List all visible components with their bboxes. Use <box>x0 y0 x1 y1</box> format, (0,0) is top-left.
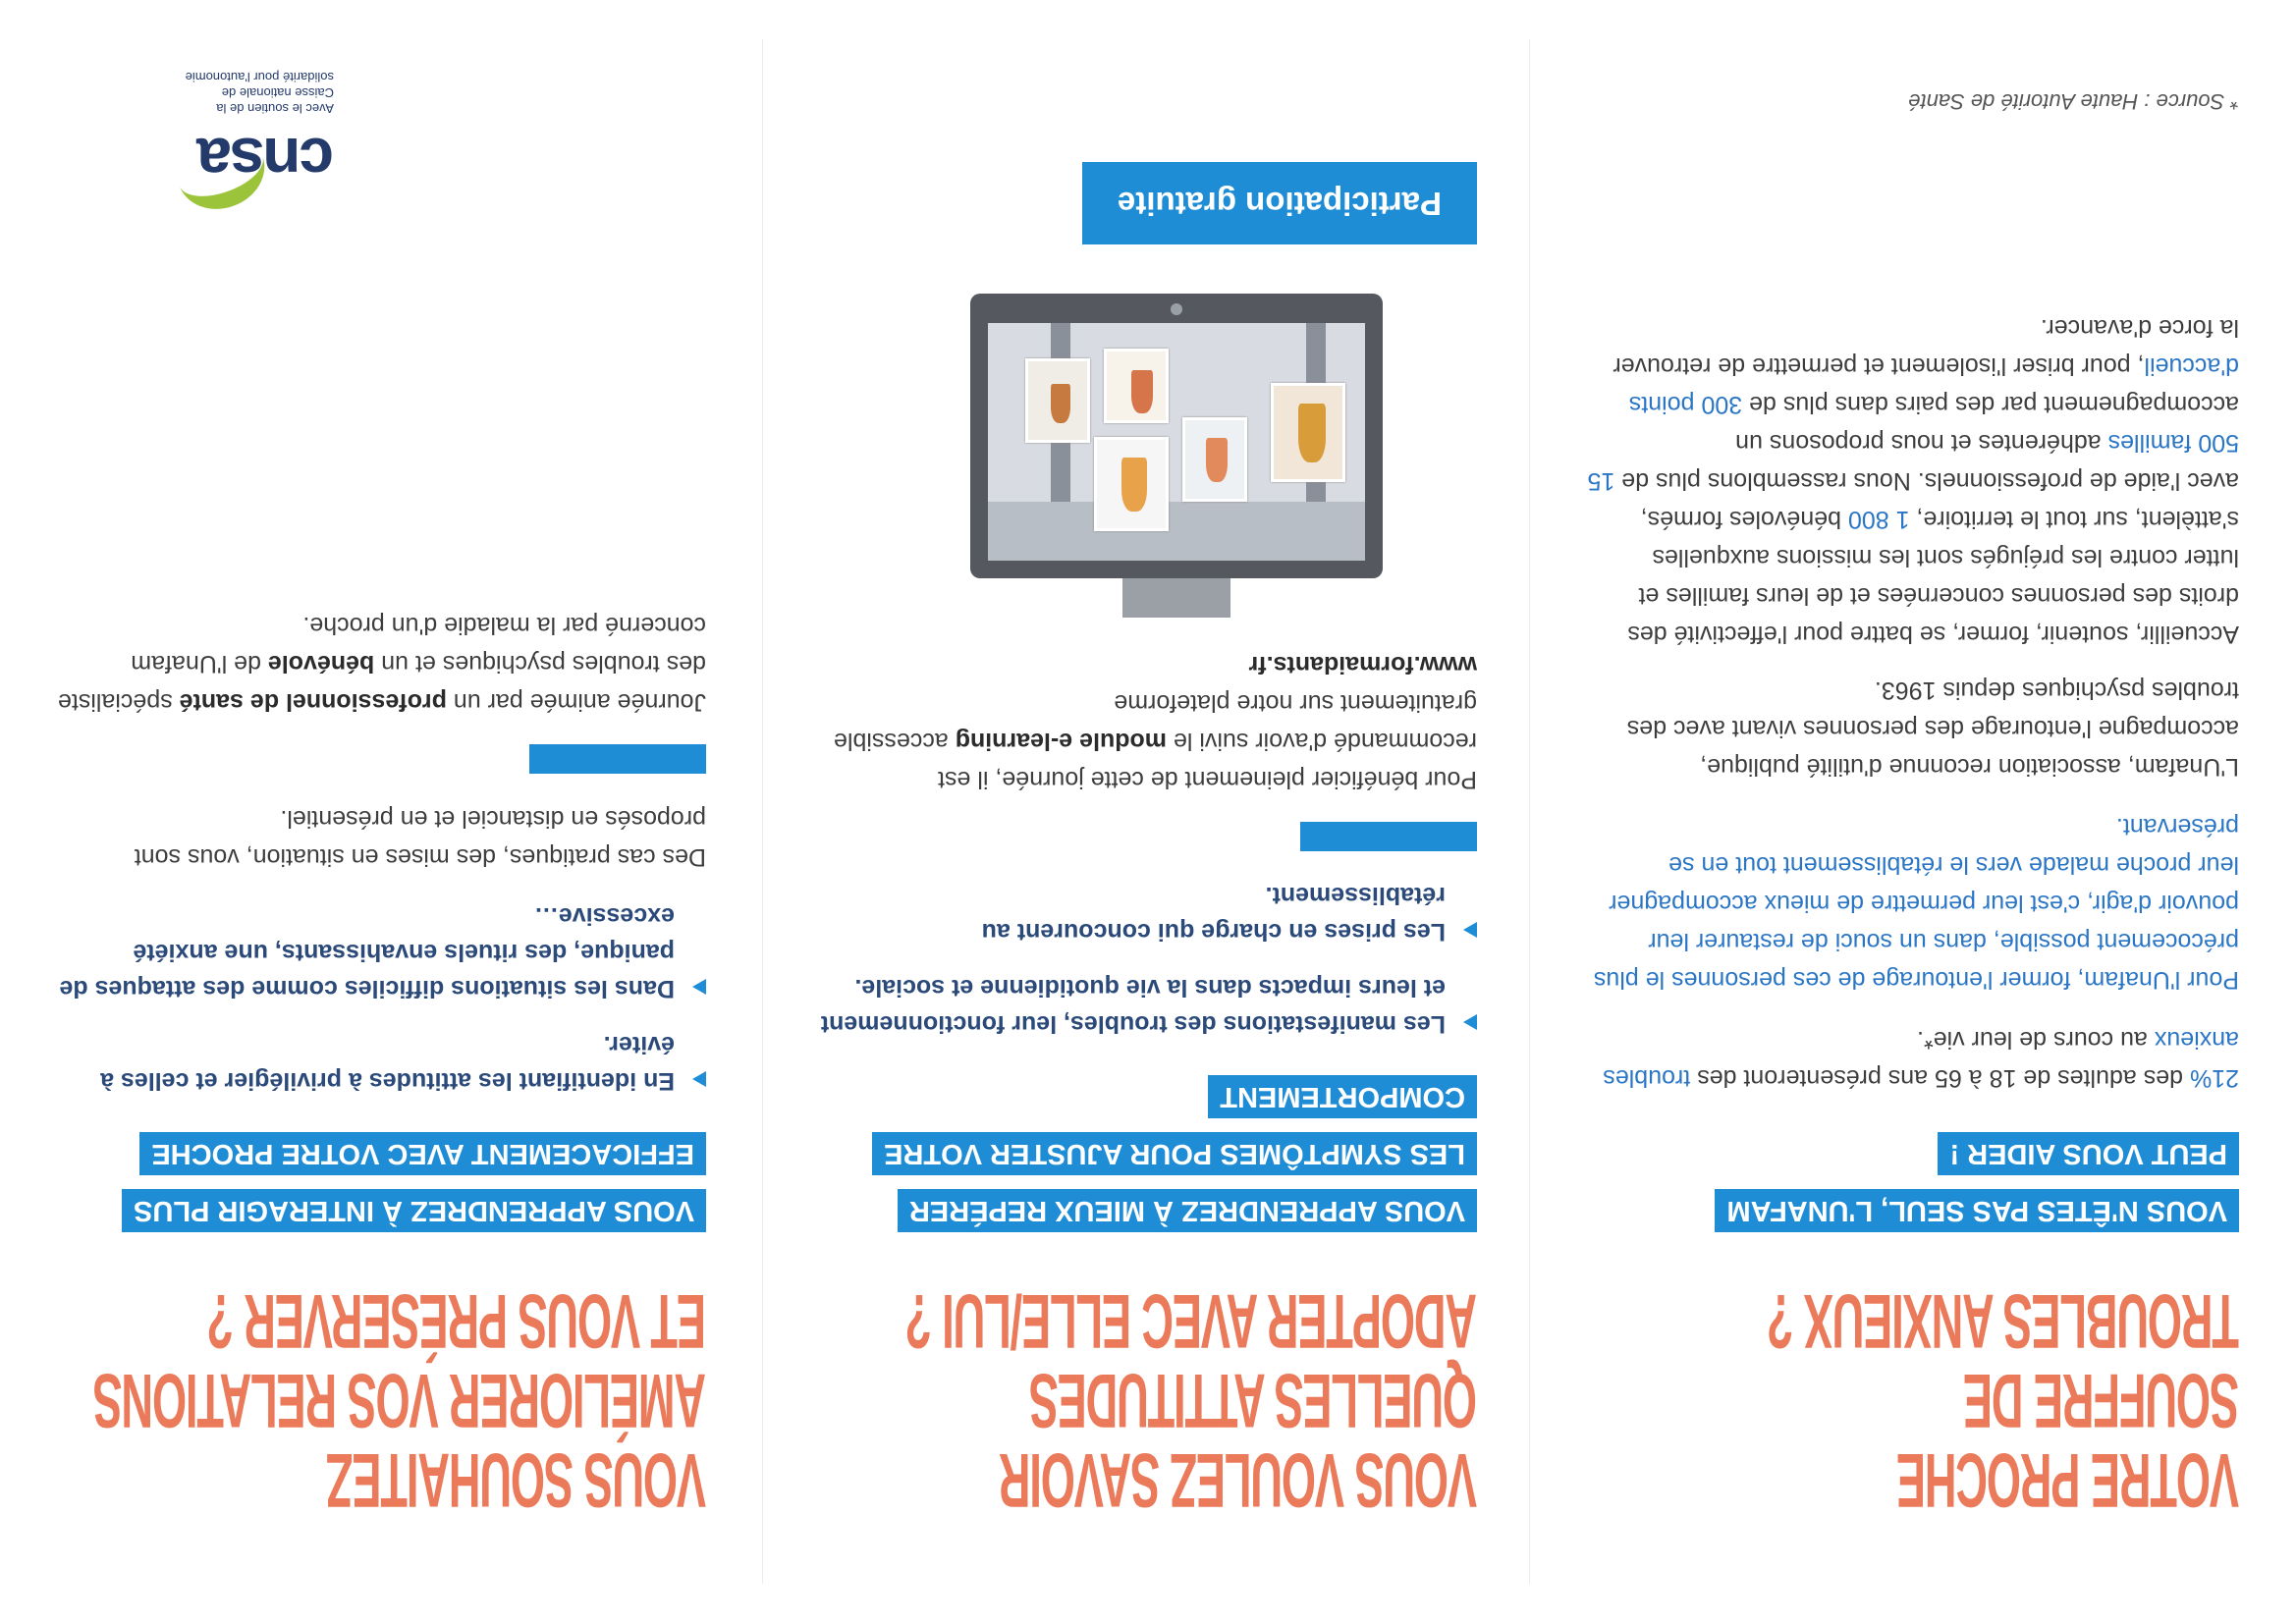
stat-paragraph <box>1587 1020 2239 1097</box>
title-line: VOUS SOUHAITEZ <box>327 1437 706 1524</box>
text: Accueillir, soutenir, former, se battre pour l'effectivité des droits des personnes concernées et de leurs familles et lutter contre les préjugés sont les missions auxquelles s'attèlent, sur tout le territoire, <box>1627 506 2239 648</box>
source-footnote: * Source : Haute Autorité de Santé <box>1908 89 2239 114</box>
panel-attitudes <box>763 0 1530 1623</box>
caption-line: Caisse nationale de <box>221 85 334 100</box>
stat-value: 21% <box>2189 1064 2239 1092</box>
divider-bar <box>529 744 706 774</box>
monitor-illustration <box>970 294 1383 618</box>
elearning-paragraph <box>820 645 1477 798</box>
formaidants-link[interactable]: www.formaidants.fr <box>1248 651 1477 678</box>
highlight: 300 points d'accueil <box>1628 352 2239 418</box>
screen-content <box>988 323 1365 561</box>
triangle-bullet-icon <box>1463 1014 1477 1030</box>
text: , pour briser l'isolement et permettre de retrouver la force d'avancer. <box>1613 314 2239 380</box>
caption-line: solidarité pour l'autonomie <box>185 70 334 84</box>
logo-caption <box>39 69 334 116</box>
list-item-text: Dans les situations difficiles comme des attaques de panique, des rituels envahissants, une anxiété excessive… <box>59 902 675 1002</box>
panel-relations <box>0 0 763 1623</box>
text: adhérentes et nous proposons un accompagnement par des pairs dans plus de <box>1735 391 2239 457</box>
title-line: TROUBLES ANXIEUX ? <box>1767 1278 2239 1365</box>
list-item <box>55 897 706 1006</box>
highlight: troubles anxieux <box>1603 1026 2239 1092</box>
text: de l'Unafam concerné par la maladie d'un proche. <box>131 612 706 677</box>
heading-bands <box>820 1061 1477 1232</box>
title-line: VOTRE PROCHE <box>1896 1437 2239 1524</box>
title-line: QUELLES ATTITUDES <box>1029 1358 1477 1444</box>
list-item <box>820 969 1477 1042</box>
heading-band: LES SYMPTÔMES POUR AJUSTER VOTRE <box>872 1132 1477 1175</box>
title-line: SOUFFRE DE <box>1964 1358 2239 1444</box>
heading-band: VOUS APPRENDREZ À MIEUX REPÉRER <box>898 1189 1477 1232</box>
list-item <box>55 1026 706 1099</box>
highlight: 1 800 <box>1847 506 1910 533</box>
heading-band: COMPORTEMENT <box>1208 1075 1477 1118</box>
webcam-icon <box>1171 303 1182 315</box>
cnsa-wordmark <box>198 124 334 196</box>
monitor-screen <box>970 294 1383 578</box>
heading-band: PEUT VOUS AIDER ! <box>1938 1132 2239 1175</box>
text: des adultes de 18 à 65 ans présenteront des <box>1690 1064 2190 1092</box>
heading-bands <box>55 1118 706 1232</box>
highlight: module e-learning <box>955 728 1167 755</box>
monitor-stand <box>1122 578 1230 618</box>
mission-paragraph: Pour l'Unafam, former l'entourage de ces personnes le plus précocement possible, dans un souci de restaurer leur pouvoir d'agir, c'est leur permettre de mieux accompagner leur proche malade vers le rétablissement tout en se préservant. <box>1593 813 2239 994</box>
text: Pour bénéficier pleinement de cette journée, il est recommandé d'avoir suivi le <box>938 728 1477 793</box>
panel-title <box>57 1278 706 1524</box>
text: spécialiste des troubles psychiques et un <box>57 650 706 716</box>
association-paragraph <box>1587 671 2239 785</box>
animation-paragraph <box>55 606 706 721</box>
triangle-bullet-icon <box>1463 922 1477 938</box>
skills-list <box>55 897 706 1099</box>
free-participation-badge: Participation gratuite <box>1082 162 1477 244</box>
divider-bar <box>1300 822 1477 851</box>
panel-title <box>1589 1278 2239 1524</box>
triangle-bullet-icon <box>692 979 706 995</box>
logo-text: cnsa <box>198 125 334 195</box>
cnsa-logo <box>39 69 334 196</box>
missions-paragraph <box>1587 308 2239 653</box>
title-line: VOUS VOULEZ SAVOIR <box>999 1437 1477 1524</box>
highlight: bénévole <box>267 650 375 677</box>
heading-band: VOUS N'ÊTES PAS SEUL, L'UNAFAM <box>1715 1189 2239 1232</box>
text: Journée animée par un <box>446 688 706 716</box>
list-item <box>820 877 1477 949</box>
heading-bands <box>1587 1118 2239 1232</box>
list-item-text: Les manifestations des troubles, leur fonctionnement et leurs impacts dans la vie quotidienne et sociale. <box>820 974 1446 1038</box>
heading-band: VOUS APPRENDREZ À INTERAGIR PLUS <box>122 1189 706 1232</box>
list-item-text: Les prises en charge qui concourent au rétablissement. <box>981 882 1446 946</box>
text: au cours de leur vie*. <box>1917 1026 2155 1054</box>
text: accessible gratuitement sur notre plateforme <box>834 689 1477 755</box>
title-line: AMÉLIORER VOS RELATIONS <box>93 1358 706 1444</box>
text: L'Unafam, association reconnue d'utilité publique, accompagne l'entourage des personnes vivant avec des troubles psychiques depuis 1963. <box>1626 676 2239 781</box>
topic-list <box>820 877 1477 1042</box>
title-line: ET VOUS PRÉSERVER ? <box>207 1278 706 1365</box>
panel-unafam <box>1530 0 2296 1623</box>
caption-line: Avec le soutien de la <box>216 101 334 116</box>
heading-band: EFFICACEMENT AVEC VOTRE PROCHE <box>139 1132 706 1175</box>
title-line: ADOPTER AVEC ELLE/LUI ? <box>905 1278 1477 1365</box>
list-item-text: En identifiant les attitudes à privilégier et celles à éviter. <box>100 1031 675 1095</box>
practice-paragraph: Des cas pratiques, des mises en situation, vous sont proposés en distanciel et en présentiel. <box>134 805 706 871</box>
panel-title <box>822 1278 1477 1524</box>
highlight: 15 500 familles <box>1587 429 2239 495</box>
triangle-bullet-icon <box>692 1071 706 1087</box>
highlight: professionnel de santé <box>179 688 447 716</box>
text: bénévoles formés, avec l'aide de professionnels. Nous rassemblons plus de <box>1614 467 2239 533</box>
